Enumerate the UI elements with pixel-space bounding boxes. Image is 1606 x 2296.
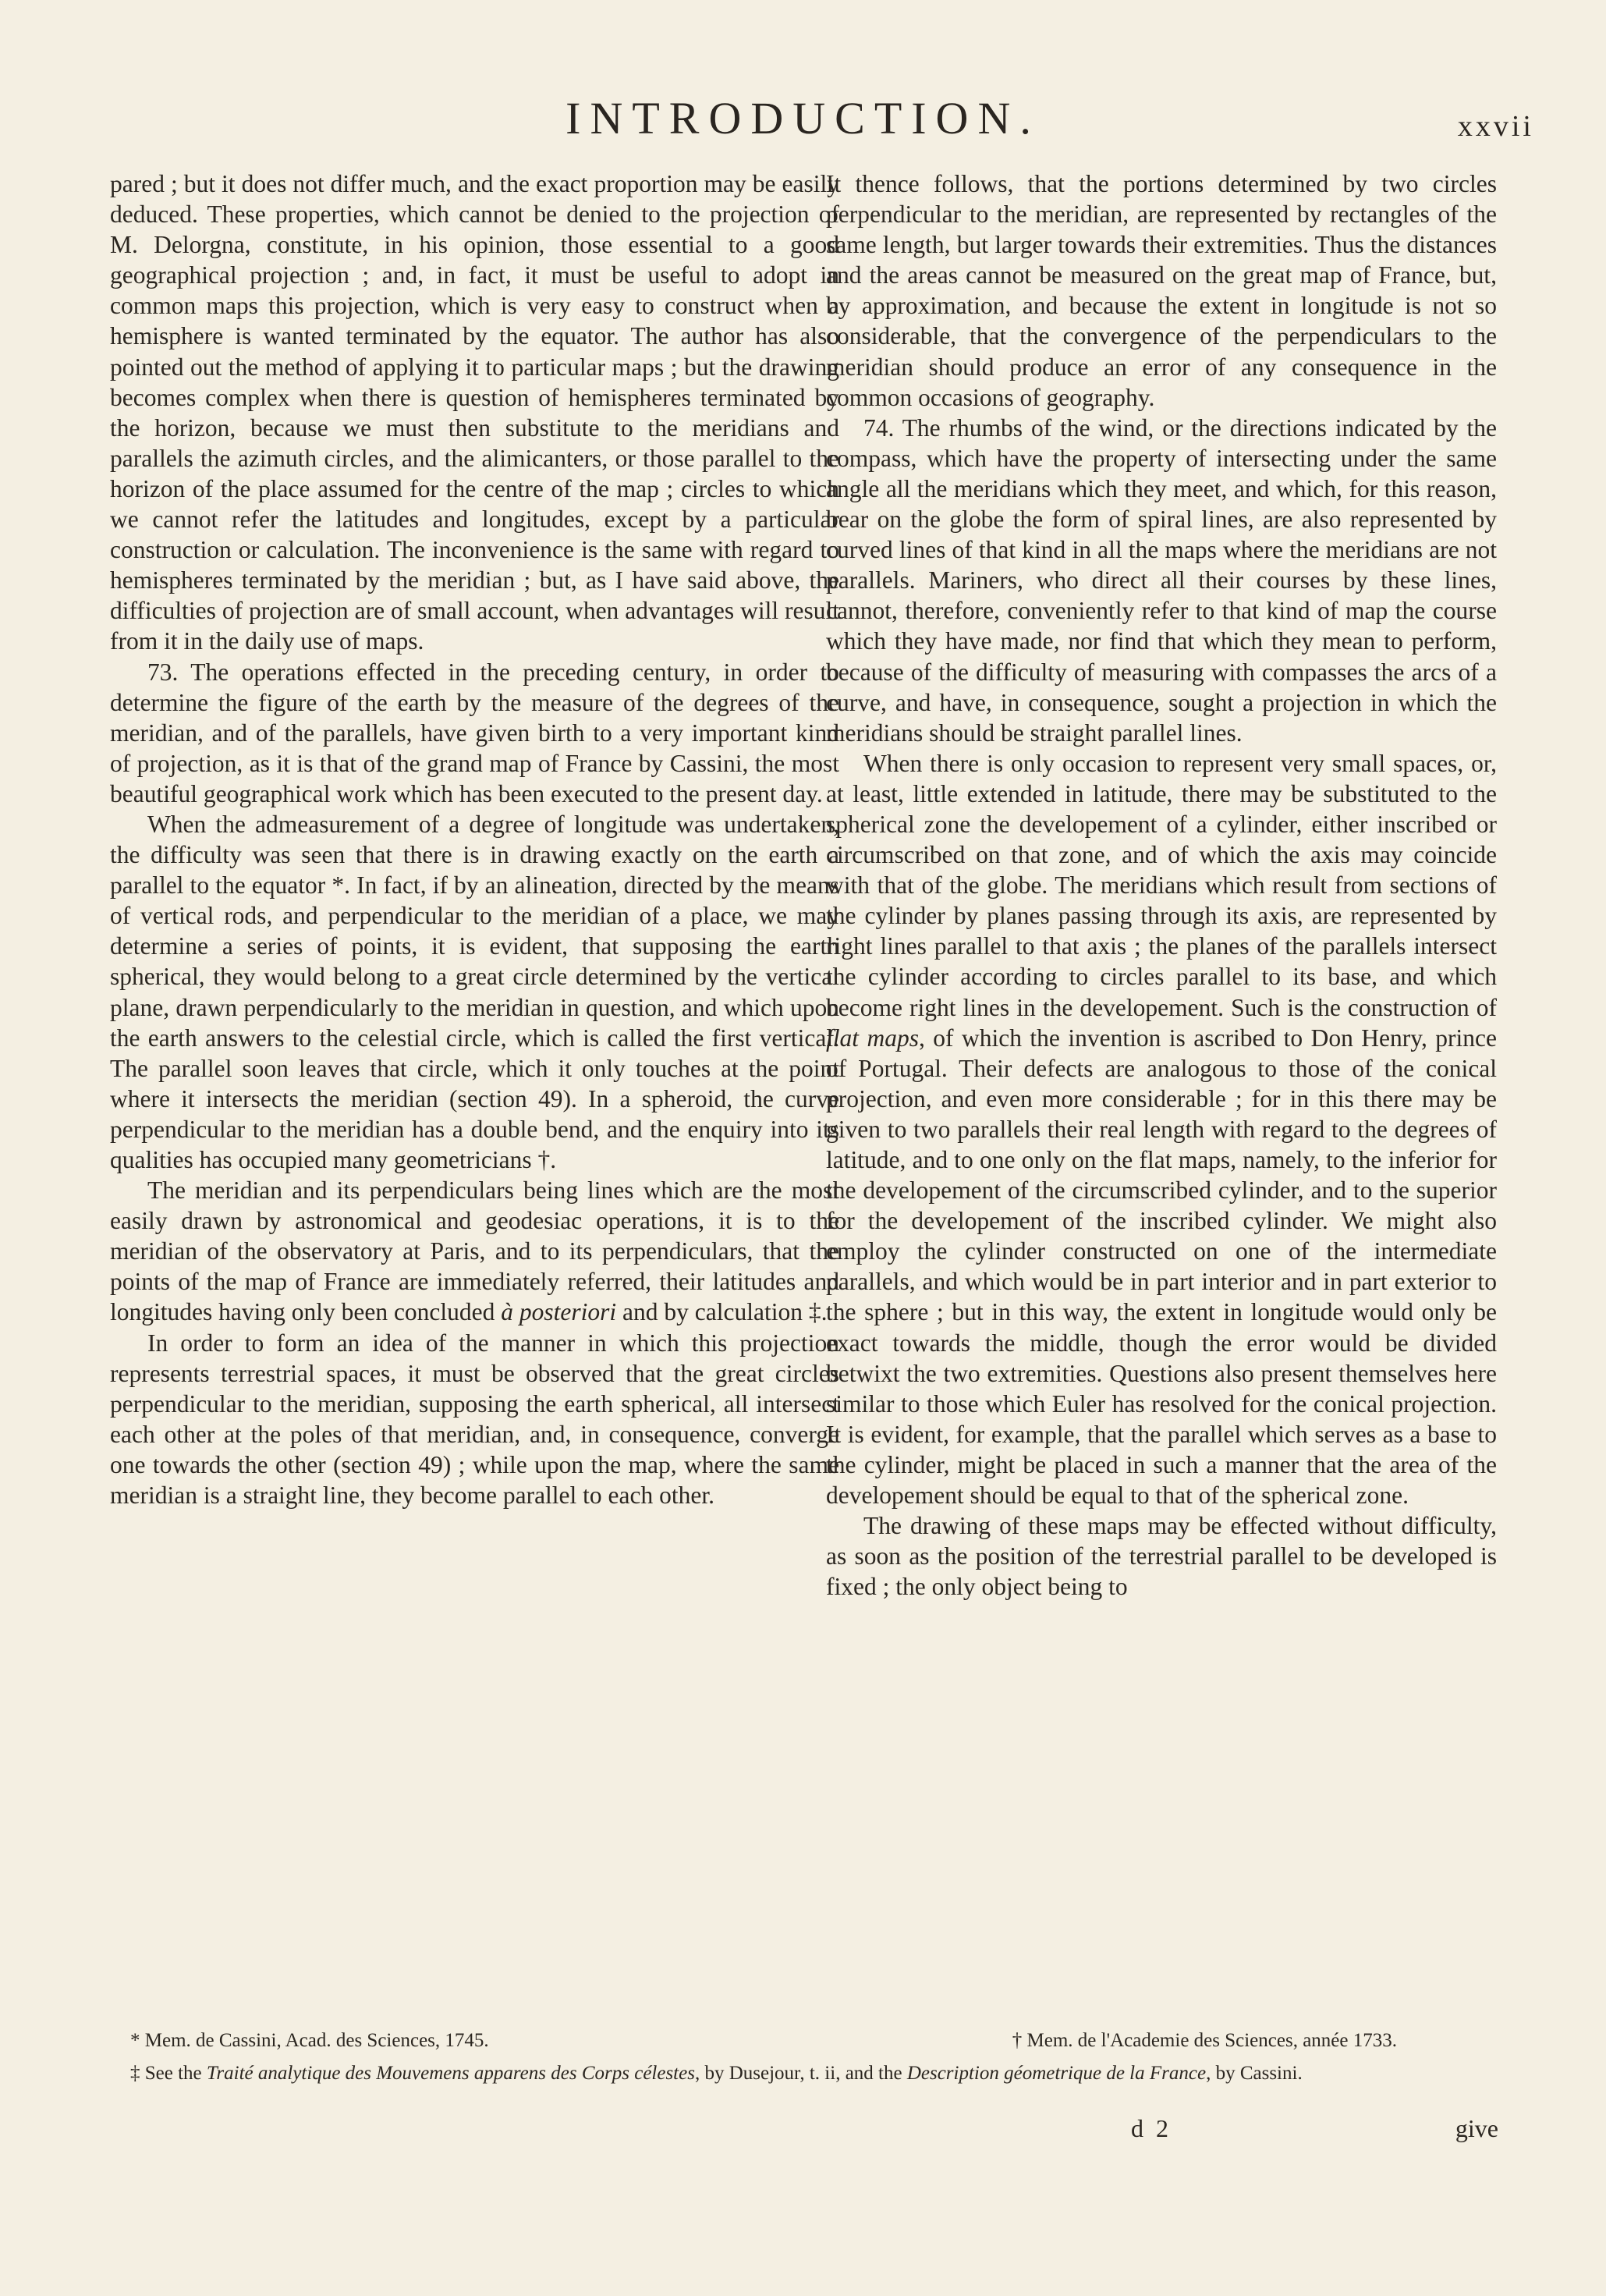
footnote-ddagger-text-c: , by Cassini. — [1206, 2063, 1303, 2084]
footnote-dagger: † Mem. de l'Academie des Sciences, année 1733. — [1012, 2030, 1397, 2051]
right-paragraph-3-italic: flat maps — [826, 1024, 919, 1052]
footnote-row — [110, 2027, 1498, 2055]
footnote-ddagger-title-2: Description géometrique de la France — [906, 2063, 1207, 2084]
left-paragraph-5: In order to form an idea of the manner in which this projection represents terrestrial spaces, it must be observed that the great circles perpendicular to the meridian, supposing the earth spherical, all intersect each other at the poles of that meridian, and, in consequence, converge one towards the other (section 49) ; while upon the map, where the same meridian is a straight line, they become parallel to each other. — [110, 1329, 839, 1510]
left-paragraph-4-text-b: and by calculation ‡. — [616, 1298, 828, 1326]
footnote-ddagger-text-a: ‡ See the — [130, 2063, 207, 2084]
signature-mark: d 2 — [1131, 2114, 1172, 2142]
left-paragraph-4 — [110, 1175, 839, 1327]
right-column — [826, 169, 1497, 1602]
right-paragraph-3 — [826, 748, 1497, 1510]
left-paragraph-3: When the admeasurement of a degree of longitude was undertaken, the difficulty was seen that there is in drawing exactly on the earth a parallel to the equator *. In fact, if by an alineation, directed by the means of vertical rods, and perpendicular to the meridian of a place, we may determine a series of points, it is evident, that supposing the earth spherical, they would belong to a great circle determined by the vertical plane, drawn perpendicularly to the meridian in question, and which upon the earth answers to the celestial circle, which is called the first vertical. The parallel soon leaves that circle, which it only touches at the point where it intersects the meridian (section 49). In a spheroid, the curve perpendicular to the meridian has a double bend, and the enquiry into its qualities has occupied many geometricians †. — [110, 810, 839, 1173]
right-paragraph-3-text-b: , of which the invention is ascribed to Don Henry, prince of Portugal. Their defects are analogous to those of the conical projection, and even more considerable ; for in this there may be given to two parallels their real length with regard to the degrees of latitude, and to one only on the flat maps, namely, to the inferior for the developement of the circumscribed cylinder, and to the superior for the developement of the inscribed cylinder. We might also employ the cylinder constructed on one of the intermediate parallels, and which would be in part interior and in part exterior to the sphere ; but in this way, the extent in longitude would only be exact towards the middle, though the error would be divided betwixt the two extremities. Questions also present themselves here similar to those which Euler has resolved for the conical projection. It is evident, for example, that the parallel which serves as a base to the cylinder, might be placed in such a manner that the area of the developement should be equal to that of the spherical zone. — [826, 1024, 1497, 1510]
right-paragraph-3-text-a: When there is only occasion to represent very small spaces, or, at least, little extended in latitude, there may be substituted to the spherical zone the developement of a cylinder, either inscribed or circumscribed on that zone, and of which the axis may coincide with that of the globe. The meridians which result from sections of the cylinder by planes passing through its axis, are represented by right lines parallel to that axis ; the planes of the parallels intersect the cylinder according to circles parallel to its base, and which become right lines in the developement. Such is the construction of — [826, 749, 1497, 1021]
left-paragraph-1: pared ; but it does not differ much, and the exact proportion may be easily deduced. These properties, which cannot be denied to the projection of M. Delorgna, constitute, in his opinion, those essential to a good geographical projection ; and, in fact, it must be useful to adopt in common maps this projection, which is very easy to construct when a hemisphere is wanted terminated by the equator. The author has also pointed out the method of applying it to particular maps ; but the drawing becomes complex when there is question of hemispheres terminated by the horizon, because we must then substitute to the meridians and parallels the azimuth circles, and the alimicanters, or those parallel to the horizon of the place assumed for the centre of the map ; circles to which we cannot refer the latitudes and longitudes, except by a particular construction or calculation. The inconvenience is the same with regard to hemispheres terminated by the meridian ; but, as I have said above, the difficulties of projection are of small account, when advantages will result from it in the daily use of maps. — [110, 170, 839, 655]
footnotes — [110, 2027, 1498, 2088]
footnote-star: * Mem. de Cassini, Acad. des Sciences, 1745. — [130, 2030, 489, 2051]
right-paragraph-1: It thence follows, that the portions determined by two circles perpendicular to the meridian, are represented by rectangles of the same length, but larger towards their extremities. Thus the distances and the areas cannot be measured on the great map of France, but, by approximation, and because the extent in longitude is not so considerable, that the convergence of the perpendiculars to the meridian should produce an error of any consequence in the common occasions of geography. — [826, 170, 1497, 411]
running-title: INTRODUCTION. — [565, 93, 1041, 144]
left-paragraph-4-text-a: The meridian and its perpendiculars being lines which are the most easily drawn by astronomical and geodesiac operations, it is to the meridian of the observatory at Paris, and to its perpendiculars, that the points of the map of France are immediately referred, their latitudes and longitudes having only been concluded — [110, 1176, 839, 1326]
page-number: xxvii — [1457, 110, 1534, 143]
left-column — [110, 169, 839, 1510]
right-paragraph-74: 74. The rhumbs of the wind, or the directions indicated by the compass, which have the property of intersecting under the same angle all the meridians which they meet, and which, for this reason, bear on the globe the form of spiral lines, are also represented by curved lines of that kind in all the maps where the meridians are not parallels. Mariners, who direct all their courses by these lines, cannot, therefore, conveniently refer to that kind of map the course which they have made, nor find that which they mean to perform, because of the difficulty of measuring with compasses the arcs of a curve, and have, in consequence, sought a projection in which the meridians should be straight parallel lines. — [826, 413, 1497, 747]
catchword: give — [1455, 2114, 1498, 2142]
left-paragraph-4-italic: à posteriori — [501, 1298, 617, 1326]
footnote-ddagger-text-b: , by Dusejour, t. ii, and the — [694, 2063, 907, 2084]
right-paragraph-4: The drawing of these maps may be effected without difficulty, as soon as the position of the terrestrial parallel to be developed is fixed ; the only object being to — [826, 1512, 1497, 1601]
left-paragraph-73: 73. The operations effected in the preceding century, in order to determine the figure of the earth by the measure of the degrees of the meridian, and of the parallels, have given birth to a very important kind of projection, as it is that of the grand map of France by Cassini, the most beautiful geographical work which has been executed to the present day. — [110, 658, 839, 807]
footnote-ddagger-title-1: Traité analytique des Mouvemens apparens des Corps célestes — [206, 2063, 695, 2084]
footnote-double-dagger — [110, 2060, 1498, 2088]
